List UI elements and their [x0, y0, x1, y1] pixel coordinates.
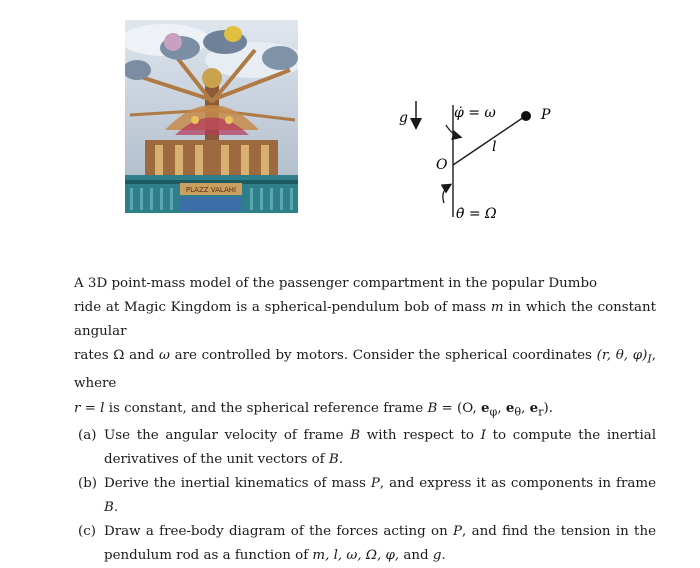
- part-b-period: .: [113, 500, 119, 516]
- problem-parts: [74, 424, 656, 568]
- mass-var: m: [490, 300, 504, 315]
- part-a-label: (a): [78, 428, 97, 444]
- part-a-period: .: [338, 452, 344, 468]
- intro-line-2: [74, 296, 656, 344]
- pendulum-svg: [390, 95, 565, 225]
- part-b: [74, 472, 656, 520]
- intro-text-4: is constant, and the spherical reference frame: [108, 400, 424, 416]
- length-label: l: [492, 139, 497, 155]
- sub-phi: φ: [489, 405, 498, 419]
- Omega-var: Ω: [113, 348, 125, 363]
- part-b-text-1: Derive the inertial kinematics of mass: [104, 476, 366, 492]
- intro-where: , where: [74, 348, 657, 391]
- theta-rotation-arrow: [443, 185, 450, 203]
- part-c-and: and: [403, 548, 429, 564]
- phi-rate-label: φ̇ = ω: [454, 105, 496, 121]
- dumbo-ride-photo: [125, 20, 298, 213]
- inertial-subscript: I: [647, 352, 652, 366]
- part-a-frame-B: B: [350, 428, 361, 444]
- origin-label: O: [436, 157, 448, 173]
- intro-and: and: [129, 348, 155, 363]
- intro-text-3: are controlled by motors. Consider the spherical coordinates: [174, 348, 592, 363]
- part-c-text-1: Draw a free-body diagram of the forces acting on: [104, 524, 448, 540]
- part-c-text-2: , and find the tension in the: [462, 524, 656, 540]
- unit-vector-e-theta: e: [505, 399, 515, 416]
- intro-rates: rates: [74, 348, 109, 363]
- part-a-text-3: to compute the inertial derivatives: [104, 428, 656, 468]
- unit-vector-e-r: e: [529, 399, 539, 416]
- part-b-text-2: , and express it as components in frame: [379, 476, 656, 492]
- sub-theta: θ: [514, 405, 522, 419]
- part-c-text-3: pendulum rod as a function of: [104, 548, 309, 564]
- part-a-text-2: with respect to: [366, 428, 474, 444]
- part-c: [74, 520, 656, 568]
- point-p-label: P: [541, 107, 551, 123]
- frame-def-open: = (O,: [441, 400, 481, 416]
- part-c-vars: m, l, ω, Ω, φ,: [312, 548, 400, 564]
- sub-r: r: [538, 405, 544, 419]
- coords: (r, θ, φ): [596, 348, 648, 363]
- pendulum-diagram: [390, 95, 565, 225]
- part-c-P: P: [453, 524, 463, 540]
- unit-vector-e-phi: e: [480, 399, 490, 416]
- part-c-g: g: [432, 548, 442, 564]
- photo-sign-text: PLAZZ VALAHI: [185, 186, 237, 194]
- r-equals-l: r = l: [74, 400, 105, 416]
- part-a-text-4: of the unit vectors of: [183, 452, 325, 468]
- frame-B: B: [427, 400, 438, 416]
- part-a-text-1: Use the angular velocity of frame: [104, 428, 344, 444]
- part-a-frame-I: I: [480, 428, 486, 444]
- gravity-label: g: [399, 110, 408, 126]
- part-b-P: P: [370, 476, 380, 492]
- pendulum-rod: [453, 117, 524, 165]
- part-c-period: .: [441, 548, 446, 564]
- part-a-frame-B-2: B: [328, 452, 339, 468]
- frame-def-close: ).: [543, 400, 553, 416]
- theta-rate-label: θ̇ = Ω: [456, 206, 497, 222]
- part-a: [74, 424, 656, 472]
- intro-line-1: [74, 272, 656, 296]
- omega-var: ω: [159, 348, 170, 363]
- mass-point: [521, 111, 531, 121]
- part-b-label: (b): [78, 476, 98, 492]
- intro-text-2-tail: in which the constant angular: [74, 300, 657, 339]
- dumbo-ride-illustration: [125, 20, 298, 213]
- problem-statement: [74, 272, 656, 568]
- intro-text-1: A 3D point-mass model of the passenger compartment in the popular Dumbo: [74, 276, 598, 291]
- part-c-label: (c): [78, 524, 96, 540]
- intro-text-2: ride at Magic Kingdom is a spherical-pendulum bob of mass: [74, 300, 487, 315]
- intro-line-3: [74, 344, 656, 396]
- intro-line-4: r = l is constant, and the spherical reference frame B = (O, $e_\varphi$, $e_\theta$, $e_r$).: [74, 399, 553, 419]
- part-b-frame-B: B: [104, 500, 114, 516]
